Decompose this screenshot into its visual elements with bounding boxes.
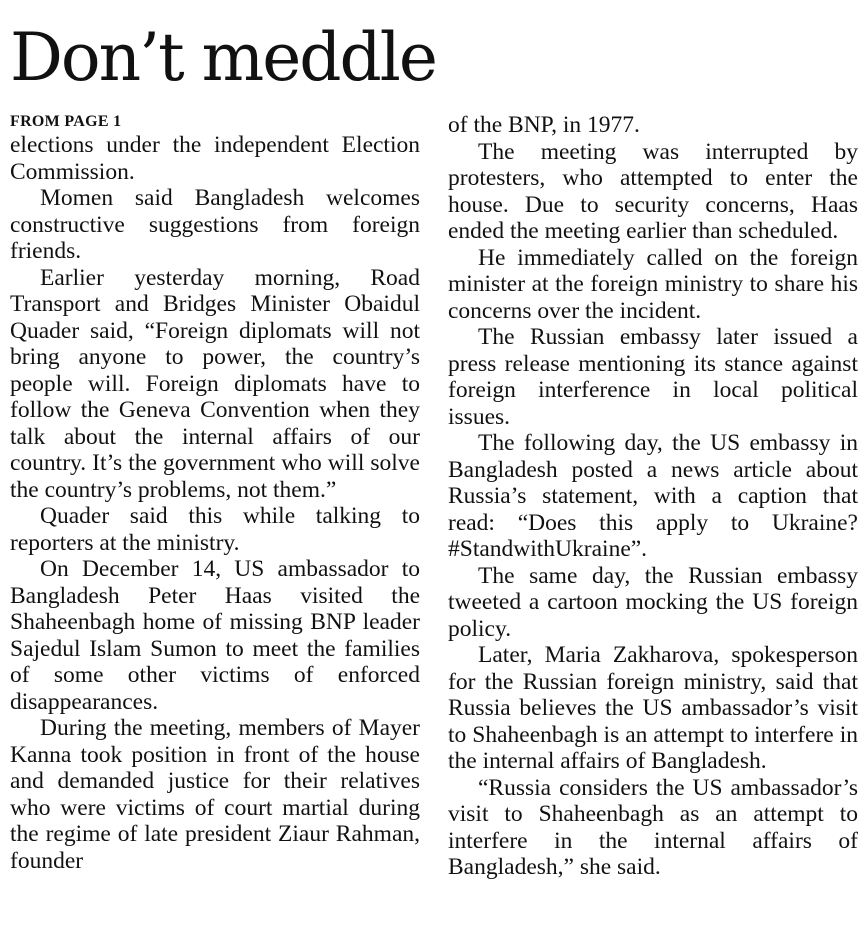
paragraph: Quader said this while talking to reporters at the ministry. <box>10 503 420 556</box>
paragraph: The same day, the Russian embassy tweeted a cartoon mocking the US foreign policy. <box>448 562 858 642</box>
paragraph: The Russian embassy later issued a press release mentioning its stance against foreign interference in local political issues. <box>448 324 858 430</box>
paragraph: Later, Maria Zakharova, spokesperson for the Russian foreign ministry, said that Russia believes the US ambassador’s visit to Shaheenbagh is an attempt to interfere in the internal affairs of Bangladesh. <box>448 642 858 774</box>
paragraph: He immediately called on the foreign minister at the foreign ministry to share his concerns over the incident. <box>448 244 858 324</box>
paragraph: “Russia considers the US ambassador’s visit to Shaheenbagh as an attempt to interfere in the internal affairs of Bangladesh,” she said. <box>448 774 858 880</box>
paragraph: During the meeting, members of Mayer Kanna took position in front of the house and demanded justice for their relatives who were victims of court martial during the regime of late president Ziaur Rahman, founder <box>10 715 420 874</box>
paragraph: Earlier yesterday morning, Road Transport and Bridges Minister Obaidul Quader said, “Foreign diplomats will not bring anyone to power, the country’s people will. Foreign diplomats have to follow the Geneva Convention when they talk about the internal affairs of our country. It’s the government who will solve the country’s problems, not them.” <box>10 264 420 503</box>
article-column-left <box>10 112 420 874</box>
article-column-right <box>448 112 858 881</box>
paragraph: of the BNP, in 1977. <box>448 112 640 138</box>
headline: Don’t meddle <box>10 19 436 96</box>
paragraph: On December 14, US ambassador to Bangladesh Peter Haas visited the Shaheenbagh home of missing BNP leader Sajedul Islam Sumon to meet the families of some other victims of enforced disappearances. <box>10 556 420 715</box>
paragraph: The following day, the US embassy in Bangladesh posted a news article about Russia’s statement, with a caption that read: “Does this apply to Ukraine? #StandwithUkraine”. <box>448 430 858 562</box>
continuation-kicker: FROM PAGE 1 <box>10 113 122 130</box>
paragraph: elections under the independent Election Commission. <box>10 132 420 185</box>
paragraph: The meeting was interrupted by protesters, who attempted to enter the house. Due to security concerns, Haas ended the meeting earlier than scheduled. <box>448 138 858 244</box>
paragraph: Momen said Bangladesh welcomes constructive suggestions from foreign friends. <box>10 185 420 264</box>
